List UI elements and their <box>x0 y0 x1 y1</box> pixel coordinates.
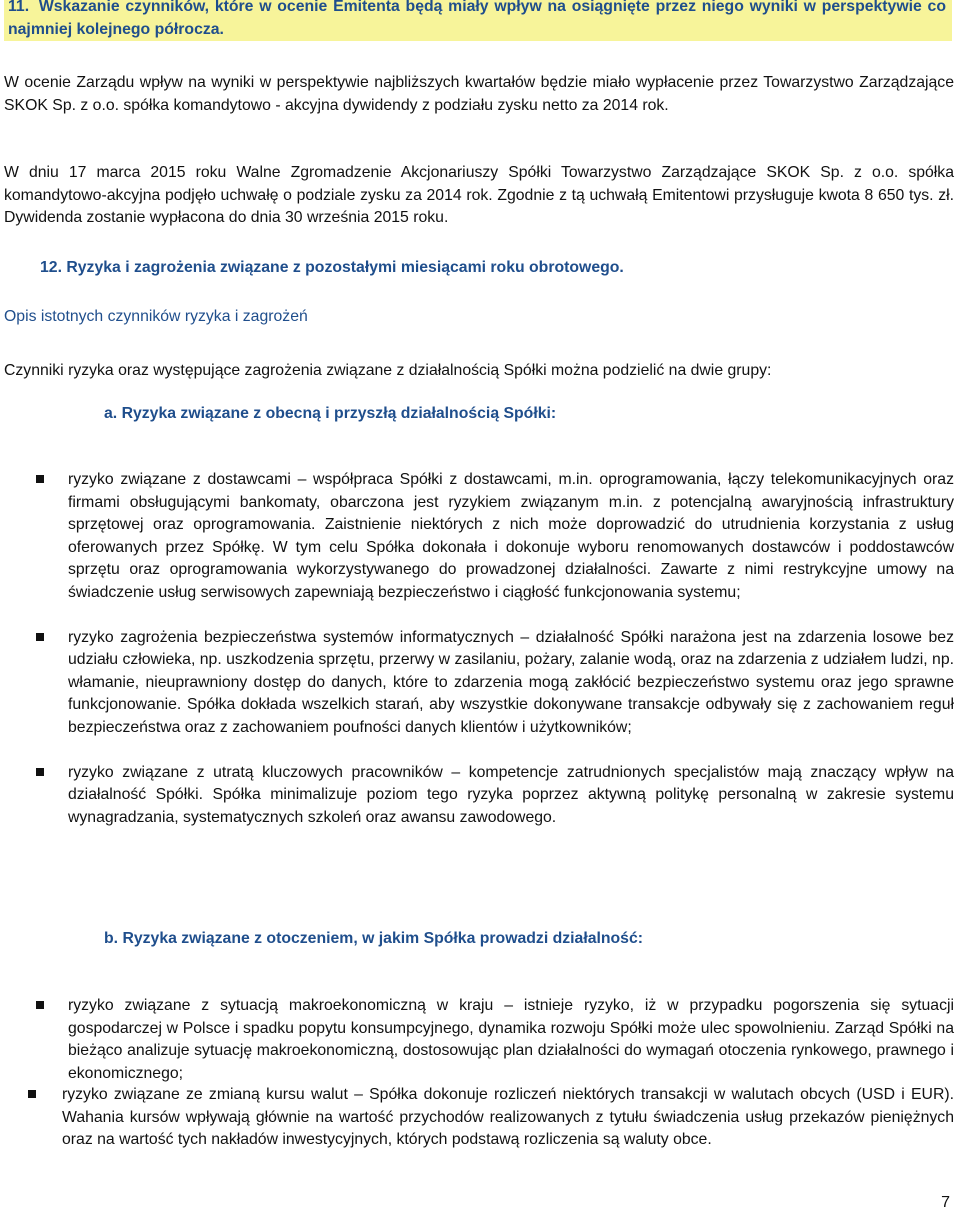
section-12-title: Ryzyka i zagrożenia związane z pozostałymi miesiącami roku obrotowego. <box>66 259 624 276</box>
section-12-number: 12. <box>40 259 62 276</box>
bullet-icon <box>36 768 44 776</box>
list-item-currency-risk: ryzyko związane ze zmianą kursu walut – Spółka dokonuje rozliczeń niektórych transakcji w walutach obcych (USD i EUR). Wahania kursów wpływają głównie na wartość przychodów realizowanych z tytułu świadczenia usług przekazów pieniężnych oraz na wartość tych nakładów inwestycyjnych, których podstawą rozliczenia są waluty obce. <box>62 1084 954 1152</box>
group-b-title: Ryzyka związane z otoczeniem, w jakim Spółka prowadzi działalność: <box>122 930 644 947</box>
section-11-heading <box>4 0 952 41</box>
paragraph-general-meeting: W dniu 17 marca 2015 roku Walne Zgromadzenie Akcjonariuszy Spółki Towarzystwo Zarządzające SKOK Sp. z o.o. spółka komandytowo-akcyjna podjęło uchwałę o podziale zysku za 2014 rok. Zgodnie z tą uchwałą Emitentowi przysługuje kwota 8 650 tys. zł. Dywidenda zostanie wypłacona do dnia 30 września 2015 roku. <box>4 164 954 226</box>
section-12-intro: Czynniki ryzyka oraz występujące zagrożenia związane z działalnością Spółki można podzielić na dwie grupy: <box>4 362 772 379</box>
page-number: 7 <box>941 1194 950 1211</box>
group-b-heading <box>104 928 924 951</box>
bullet-icon <box>28 1090 36 1098</box>
section-11-number: 11. <box>8 0 30 15</box>
paragraph-dividend-impact: W ocenie Zarządu wpływ na wyniki w perspektywie najbliższych kwartałów będzie miało wypłacenie przez Towarzystwo Zarządzające SKOK Sp. z o.o. spółka komandytowo - akcyjna dywidendy z podziału zysku netto za 2014 rok. <box>4 74 954 114</box>
group-a-list <box>68 469 954 829</box>
group-a-letter: a. <box>104 405 118 422</box>
list-item-it-security-risk: ryzyko zagrożenia bezpieczeństwa systemów informatycznych – działalność Spółki narażona jest na zdarzenia losowe bez udziału człowieka, np. uszkodzenia sprzętu, przerwy w zasilaniu, pożary, zalanie wodą, oraz na zdarzenia z udziałem ludzi, np. włamanie, nieuprawniony dostęp do danych, które to zdarzenia mogą zakłócić bezpieczeństwo systemu oraz jego sprawne funkcjonowanie. Spółka dokłada wszelkich starań, aby wszystkie dokonywane transakcje odbywały się z zachowaniem reguł bezpieczeństwa oraz z zachowaniem poufności danych klientów i użytkowników; <box>68 627 954 740</box>
section-12-heading <box>40 257 940 280</box>
bullet-icon <box>36 633 44 641</box>
bullet-icon <box>36 475 44 483</box>
group-b-letter: b. <box>104 930 119 947</box>
group-b-list <box>68 995 954 1085</box>
section-11-title: Wskazanie czynników, które w ocenie Emitenta będą miały wpływ na osiągnięte przez niego wyniki w perspektywie co najmniej kolejnego półrocza. <box>8 0 946 38</box>
list-item-suppliers-risk: ryzyko związane z dostawcami – współpraca Spółki z dostawcami, m.in. oprogramowania, łączy telekomunikacyjnych oraz firmami obsługującymi bankomaty, obarczona jest ryzykiem związanym m.in. z potencjalną awaryjnością infrastruktury sprzętowej oraz oprogramowania. Zaistnienie niektórych z nich może doprowadzić do utrudnienia korzystania z usług oferowanych przez Spółkę. W tym celu Spółka dokonała i dokonuje wyboru renomowanych dostawców i poddostawców sprzętu oraz oprogramowania wykorzystywanego do prowadzonej działalności. Zawarte z nimi restrykcyjne umowy na świadczenie usług serwisowych zapewniają bezpieczeństwo i ciągłość funkcjonowania systemu; <box>68 469 954 605</box>
group-b-list-currency <box>62 1084 954 1152</box>
list-item-macroeconomic-risk: ryzyko związane z sytuacją makroekonomiczną w kraju – istnieje ryzyko, iż w przypadku pogorszenia się sytuacji gospodarczej w Polsce i spadku popytu konsumpcyjnego, dynamika rozwoju Spółki może ulec spowolnieniu. Zarząd Spółki na bieżąco analizuje sytuację makroekonomiczną, dostosowując plan działalności do wymagań otoczenia rynkowego, prawnego i ekonomicznego; <box>68 995 954 1085</box>
bullet-icon <box>36 1001 44 1009</box>
group-a-title: Ryzyka związane z obecną i przyszłą działalnością Spółki: <box>121 405 557 422</box>
section-12-subtitle: Opis istotnych czynników ryzyka i zagrożeń <box>4 308 308 325</box>
group-a-heading <box>104 403 904 426</box>
list-item-key-staff-risk: ryzyko związane z utratą kluczowych pracowników – kompetencje zatrudnionych specjalistów mają znaczący wpływ na działalność Spółki. Spółka minimalizuje poziom tego ryzyka poprzez aktywną politykę personalną w zakresie systemu wynagradzania, systematycznych szkoleń oraz awansu zawodowego. <box>68 762 954 830</box>
